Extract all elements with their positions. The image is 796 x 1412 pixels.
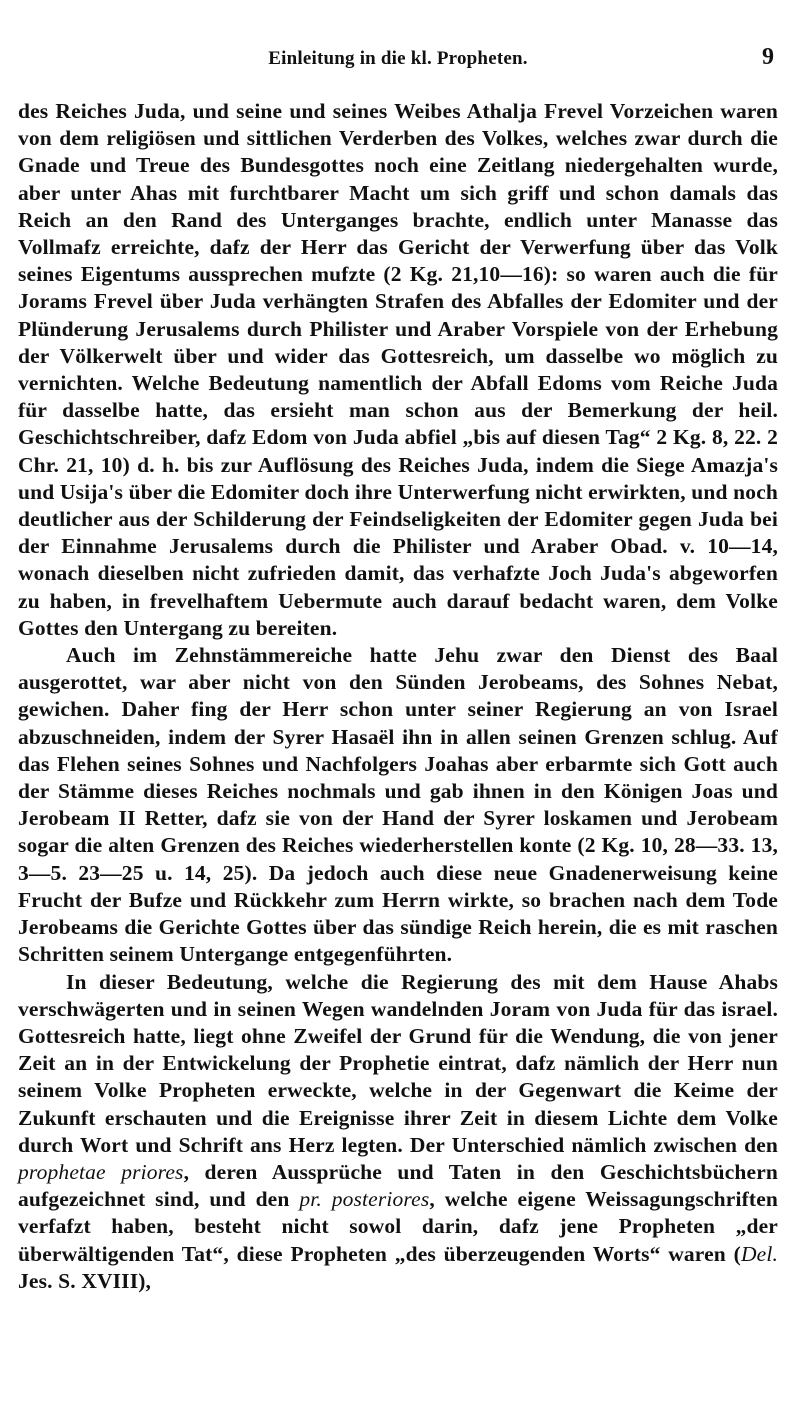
paragraph-3-text-c: , welche eigene Weissagungschriften verfafzt haben, besteht nicht sowol darin, dafz jene Propheten „der überwältigenden Tat“, diese Propheten „des überzeugenden Worts“ waren ( bbox=[18, 1187, 778, 1266]
paragraph-1: des Reiches Juda, und seine und seines Weibes Athalja Frevel Vorzeichen waren von dem religiösen und sittlichen Verderben des Volkes, welches zwar durch die Gnade und Treue des Bundesgottes noch eine Zeitlang niedergehalten wurde, aber unter Ahas mit furchtbarer Macht um sich griff und schon damals das Reich an den Rand des Unterganges brachte, endlich unter Manasse das Vollmafz erreichte, dafz der Herr das Gericht der Verwerfung über das Volk seines Eigentums aussprechen mufzte (2 Kg. 21,10—16): so waren auch die für Jorams Frevel über Juda verhängten Strafen des Abfalles der Edomiter und der Plünderung Jerusalems durch Philister und Araber Vorspiele von der Erhebung der Völkerwelt über und wider das Gottesreich, um dasselbe wo möglich zu vernichten. Welche Bedeutung namentlich der Abfall Edoms vom Reiche Juda für dasselbe hatte, das ersieht man schon aus der Bemerkung der heil. Geschichtschreiber, dafz Edom von Juda abfiel „bis auf diesen Tag“ 2 Kg. 8, 22. 2 Chr. 21, 10) d. h. bis zur Auflösung des Reiches Juda, indem die Siege Amazja's und Usija's über die Edomiter doch ihre Unterwerfung nicht erwirkten, und noch deutlicher aus der Schilderung der Feindseligkeiten der Edomiter gegen Juda bei der Einnahme Jerusalems durch die Philister und Araber Obad. v. 10—14, wonach dieselben nicht zufrieden damit, das verhafzte Joch Juda's abgeworfen zu haben, in frevelhaftem Uebermute auch darauf bedacht waren, dem Volke Gottes den Untergang zu bereiten. bbox=[18, 99, 778, 640]
latin-term-pr-posteriores: pr. posteriores bbox=[299, 1187, 430, 1212]
page-header bbox=[18, 44, 778, 72]
page-number: 9 bbox=[762, 44, 774, 70]
author-citation-del: Del. bbox=[740, 1241, 778, 1266]
paragraph-3-text-d: Jes. S. XVIII), bbox=[18, 1268, 152, 1293]
paragraph-2: Auch im Zehnstämmereiche hatte Jehu zwar den Dienst des Baal ausgerottet, war aber nicht von den Sünden Jerobeams, des Sohnes Nebat, gewichen. Daher fing der Herr schon unter seiner Regierung an von Israel abzuschneiden, indem der Syrer Hasaël ihn in allen seinen Grenzen schlug. Auf das Flehen seines Sohnes und Nachfolgers Joahas aber erbarmte sich Gott auch der Stämme dieses Reiches nochmals und gab ihnen in den Königen Joas und Jerobeam II Retter, dafz sie von der Hand der Syrer loskamen und Jerobeam sogar die alten Grenzen des Reiches wiederherstellen konte (2 Kg. 10, 28—33. 13, 3—5. 23—25 u. 14, 25). Da jedoch auch diese neue Gnadenerweisung keine Frucht der Bufze und Rückkehr zum Herrn wirkte, so brachen nach dem Tode Jerobeams die Gerichte Gottes über das sündige Reich herein, die es mit raschen Schritten seinem Untergange entgegenführten. bbox=[18, 643, 778, 967]
paragraph-3 bbox=[18, 969, 778, 1295]
latin-term-prophetae-priores: prophetae priores bbox=[18, 1159, 184, 1184]
paragraph-3-text-a: In dieser Bedeutung, welche die Regierung des mit dem Hause Ahabs verschwägerten und in seinen Wegen wandelnden Joram von Juda für das israel. Gottesreich hatte, liegt ohne Zweifel der Grund für die Wendung, die von jener Zeit an in der Entwickelung der Prophetie eintrat, dafz nämlich der Herr nun seinem Volke Propheten erweckte, welche in der Gegenwart die Keime der Zukunft erschauten und die Ereignisse ihrer Zeit in diesem Lichte dem Volke durch Wort und Schrift ans Herz legten. Der Unterschied nämlich zwischen den bbox=[18, 969, 778, 1157]
running-head: Einleitung in die kl. Propheten. bbox=[268, 48, 528, 69]
paragraph-3-text-b: , deren Aussprüche und Taten in den Geschichtsbüchern aufgezeichnet sind, und den bbox=[18, 1159, 778, 1212]
body-text bbox=[18, 98, 778, 1295]
